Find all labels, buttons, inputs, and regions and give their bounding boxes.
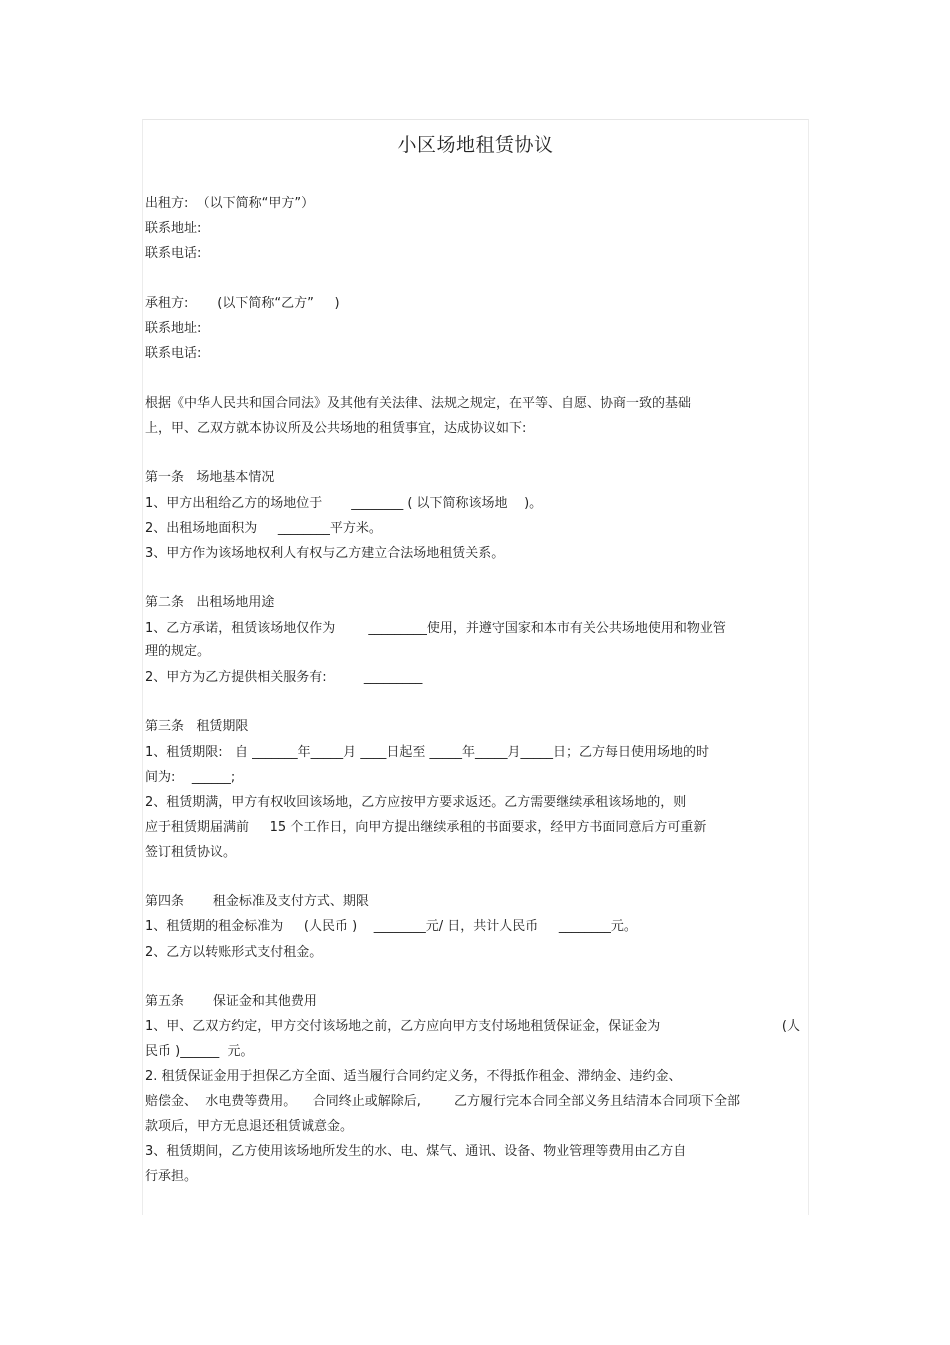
article-5-clause-2-cont: 赔偿金、 水电费等费用。 合同终止或解除后, 乙方履行完本合同全部义务且结清本合同项下全部: [145, 1094, 740, 1109]
article-4-heading: 第四条 租金标准及支付方式、期限: [145, 894, 369, 909]
preamble-line-2: 上，甲、乙双方就本协议所及公共场地的租赁事宜，达成协议如下:: [145, 421, 527, 436]
article-3-clause-2-end: 签订租赁协议。: [145, 845, 237, 860]
article-2-clause-1-cont: 理的规定。: [145, 644, 211, 659]
article-5-clause-2-end: 款项后，甲方无息退还租赁诚意金。: [145, 1119, 354, 1134]
article-5-clause-1-cont: 民币 )______ 元。: [145, 1044, 254, 1059]
article-3-clause-1: 1、租赁期限: 自 _______年_____月 ____日起至 _____年_____月_____日；乙方每日使用场地的时: [145, 745, 709, 760]
document-page: [142, 119, 809, 1215]
article-5-clause-1-tail: (人: [781, 1019, 800, 1034]
article-2-heading: 第二条 出租场地用途: [145, 595, 275, 610]
article-2-clause-1: 1、乙方承诺，租赁该场地仅作为 _________使用，并遵守国家和本市有关公共场地使用和物业管: [145, 621, 726, 636]
article-5-heading: 第五条 保证金和其他费用: [145, 994, 317, 1009]
lessee-address-line: 联系地址:: [145, 321, 202, 336]
article-1-heading: 第一条 场地基本情况: [145, 470, 275, 485]
article-3-clause-2-cont: 应于租赁期届满前 15 个工作日，向甲方提出继续承租的书面要求，经甲方书面同意后方可重新: [145, 820, 707, 835]
document-title: 小区场地租赁协议: [397, 134, 554, 156]
article-5-clause-2: 2. 租赁保证金用于担保乙方全面、适当履行合同约定义务，不得抵作租金、滞纳金、违约金、: [145, 1069, 682, 1084]
article-1-clause-2: 2、出租场地面积为 ________平方米。: [145, 521, 382, 536]
lessee-phone-line: 联系电话:: [145, 346, 202, 361]
lessor-line: 出租方: （以下简称“甲方”）: [145, 196, 315, 211]
article-5-clause-1: 1、甲、乙双方约定，甲方交付该场地之前，乙方应向甲方支付场地租赁保证金，保证金为: [145, 1019, 661, 1034]
lessor-phone-line: 联系电话:: [145, 246, 202, 261]
lessee-line: 承租方: (以下简称“乙方” ): [145, 296, 340, 311]
article-1-clause-3: 3、甲方作为该场地权利人有权与乙方建立合法场地租赁关系。: [145, 546, 505, 561]
preamble-line-1: 根据《中华人民共和国合同法》及其他有关法律、法规之规定，在平等、自愿、协商一致的基础: [145, 396, 692, 411]
article-3-heading: 第三条 租赁期限: [145, 719, 249, 734]
article-5-clause-3: 3、租赁期间，乙方使用该场地所发生的水、电、煤气、通讯、设备、物业管理等费用由乙方自: [145, 1144, 687, 1159]
article-3-clause-1-cont: 间为: ______;: [145, 770, 236, 785]
article-4-clause-1: 1、租赁期的租金标准为 (人民币 ) ________元/ 日，共计人民币 ________元。: [145, 919, 637, 934]
article-2-clause-2: 2、甲方为乙方提供相关服务有: _________: [145, 670, 423, 685]
article-3-clause-2: 2、租赁期满，甲方有权收回该场地，乙方应按甲方要求返还。乙方需要继续承租该场地的，则: [145, 795, 687, 810]
article-4-clause-2: 2、乙方以转账形式支付租金。: [145, 945, 323, 960]
article-5-clause-3-cont: 行承担。: [145, 1169, 198, 1184]
article-1-clause-1: 1、甲方出租给乙方的场地位于 ________ ( 以下简称该场地 )。: [145, 496, 543, 511]
lessor-address-line: 联系地址:: [145, 221, 202, 236]
